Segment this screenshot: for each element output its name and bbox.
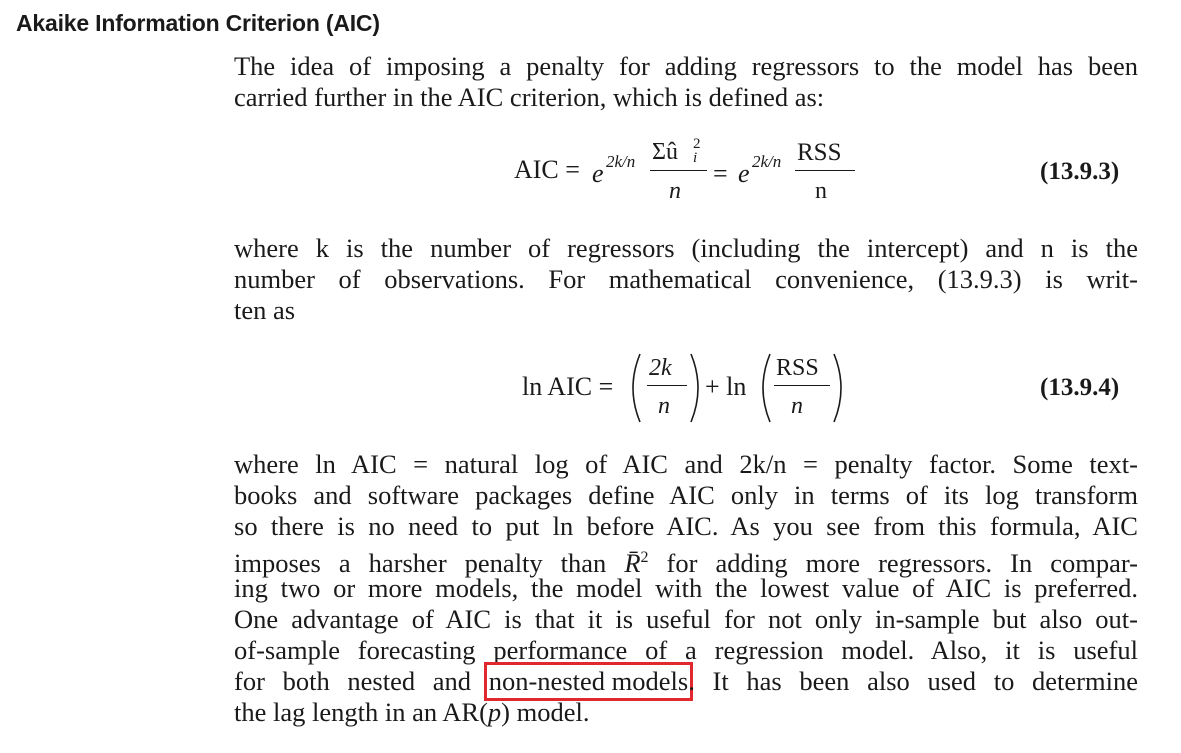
eq2-lhs: ln AIC = (522, 372, 614, 401)
eq2-den1: n (658, 393, 670, 419)
r-bar-symbol: R̄ (624, 547, 641, 578)
eq1-fraction-bar-2 (795, 170, 855, 171)
eq2-num2: RSS (776, 355, 819, 381)
para3-line8 (234, 666, 1138, 697)
eq1-den1: n (669, 178, 681, 204)
eq1-e2: e (738, 159, 750, 188)
eq2-num1: 2k (649, 355, 672, 381)
para3-line9-end: ) model. (501, 697, 590, 727)
eq1-num1: Σû (652, 139, 678, 165)
eq1-exp1: 2k/n (606, 152, 636, 171)
para2-line1: where k is the number of regressors (including the intercept) and n is the (234, 233, 1138, 263)
section-heading: Akaike Information Criterion (AIC) (16, 10, 380, 36)
eq1-equals: = (713, 159, 728, 188)
eq1-num2: RSS (797, 139, 842, 166)
eq2-left-paren-2 (754, 352, 774, 424)
para3-line4-start: imposes a harsher penalty than (234, 547, 625, 578)
eq2-left-paren-1 (624, 352, 644, 424)
highlighted-phrase[interactable]: non-nested models (488, 666, 689, 696)
para3-line4-end: for adding more regressors. In compar- (648, 547, 1138, 578)
para3-line6: One advantage of AIC is that it is useful for not only in-sample but also out- (234, 604, 1138, 634)
eq1-num1-sup: 2 (693, 136, 701, 152)
eq2-plus-ln: + ln (705, 372, 747, 401)
r-bar-superscript: 2 (640, 549, 649, 566)
para2-line2: number of observations. For mathematical convenience, (13.9.3) is writ- (234, 264, 1138, 294)
para3-line1: where ln AIC = natural log of AIC and 2k/n = penalty factor. Some text- (234, 449, 1138, 479)
para3-line2: books and software packages define AIC only in terms of its log transform (234, 480, 1138, 510)
ar-order-symbol: p (487, 697, 502, 727)
eq1-den2: n (815, 178, 827, 204)
para3-line8-end: . It has been also used to determine (688, 666, 1138, 696)
eq2-fraction-bar-2 (774, 385, 830, 386)
para3-line8-start: for both nested and (234, 666, 489, 696)
para3-line9-start: the lag length in an AR( (234, 697, 488, 727)
eq1-num1-sub: i (693, 150, 698, 166)
para2-line3: ten as (234, 295, 296, 325)
para3-line9 (234, 697, 1138, 728)
equation-number-13-9-4: (13.9.4) (1040, 374, 1120, 401)
eq1-exp2: 2k/n (752, 152, 782, 171)
eq2-fraction-bar-1 (647, 385, 687, 386)
para3-line5: ing two or more models, the model with the lowest value of AIC is preferred. (234, 573, 1138, 603)
para3-line7: of-sample forecasting performance of a regression model. Also, it is useful (234, 635, 1138, 665)
para1-line1: The idea of imposing a penalty for adding regressors to the model has been (234, 51, 1138, 81)
equation-number-13-9-3: (13.9.3) (1040, 158, 1120, 185)
eq2-den2: n (791, 393, 803, 419)
para1-line2: carried further in the AIC criterion, which is defined as: (234, 82, 825, 112)
para3-line3: so there is no need to put ln before AIC. As you see from this formula, AIC (234, 511, 1138, 541)
eq2-right-paren-2 (830, 352, 850, 424)
eq1-fraction-bar-1 (650, 170, 707, 171)
eq1-e1: e (592, 159, 604, 188)
eq2-right-paren-1 (687, 352, 707, 424)
eq1-lhs: AIC = (514, 155, 580, 184)
